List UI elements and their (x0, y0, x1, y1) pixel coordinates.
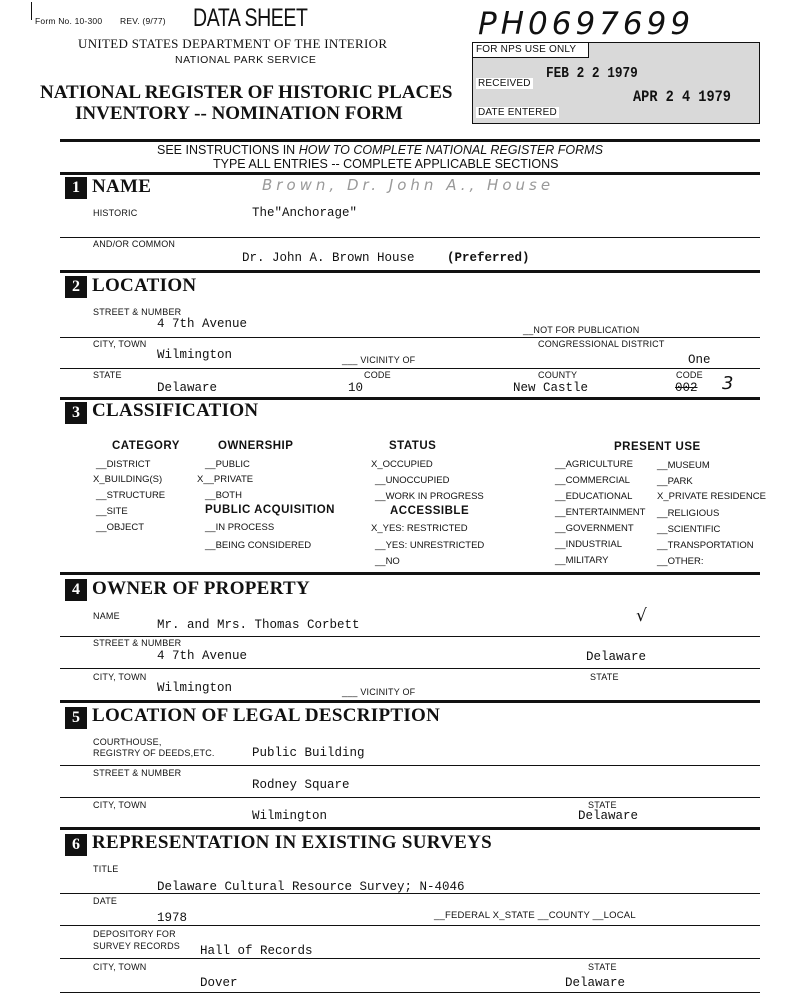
survey-level-options: __FEDERAL X_STATE __COUNTY __LOCAL (434, 910, 636, 921)
divider (60, 700, 760, 703)
section-title-location: LOCATION (92, 275, 197, 296)
form-revision: REV. (9/77) (120, 16, 166, 26)
divider (60, 636, 760, 637)
depository-city-value: Dover (200, 976, 238, 990)
divider (60, 925, 760, 926)
category-option: __DISTRICT (96, 459, 151, 470)
divider (60, 337, 760, 338)
present-use-option: __RELIGIOUS (657, 508, 720, 519)
section-number: 3 (65, 402, 87, 424)
section-number: 6 (65, 834, 87, 856)
divider (60, 827, 760, 830)
congressional-district-value: One (688, 353, 711, 367)
present-use-option: __EDUCATIONAL (555, 491, 633, 502)
street-number-label: STREET & NUMBER (93, 307, 182, 317)
legal-street-value: Rodney Square (252, 778, 350, 792)
section-title-surveys: REPRESENTATION IN EXISTING SURVEYS (92, 832, 493, 853)
survey-title-label: TITLE (93, 864, 119, 874)
owner-street-value: 4 7th Avenue (157, 649, 248, 663)
status-option: __UNOCCUPIED (375, 475, 450, 486)
handwritten-name-note: Brown, Dr. John A., House (262, 176, 555, 194)
present-use-option: __ENTERTAINMENT (555, 507, 646, 518)
owner-street-label: STREET & NUMBER (93, 638, 182, 648)
county-code-handwritten: 3 (722, 373, 734, 394)
present-use-option: __COMMERCIAL (555, 475, 630, 486)
nps-use-box (472, 42, 760, 124)
ownership-option: X__PRIVATE (197, 474, 254, 485)
status-option: X_OCCUPIED (371, 459, 433, 470)
depository-value: Hall of Records (200, 944, 313, 958)
county-code-label: CODE (676, 370, 703, 380)
present-use-option: __MUSEUM (657, 460, 710, 471)
section-title-legal-description: LOCATION OF LEGAL DESCRIPTION (92, 705, 441, 726)
acquisition-option: __IN PROCESS (205, 522, 275, 533)
owner-state-value: Delaware (586, 650, 647, 664)
divider (60, 139, 760, 142)
instructions-line-2: TYPE ALL ENTRIES -- COMPLETE APPLICABLE SECTIONS (213, 157, 559, 171)
survey-records-label: SURVEY RECORDS (93, 941, 180, 951)
county-code-struck: 002 (675, 381, 698, 395)
divider (60, 172, 760, 175)
owner-state-label: STATE (590, 672, 619, 682)
section-number: 1 (65, 177, 87, 199)
ownership-heading: OWNERSHIP (218, 440, 294, 452)
depository-city-label: CITY, TOWN (93, 962, 147, 972)
owner-city-value: Wilmington (157, 681, 233, 695)
public-acquisition-heading: PUBLIC ACQUISITION (205, 504, 335, 516)
section-number: 4 (65, 579, 87, 601)
present-use-option: __MILITARY (555, 555, 609, 566)
legal-city-value: Wilmington (252, 809, 328, 823)
date-entered-label: DATE ENTERED (478, 107, 557, 118)
state-value: Delaware (157, 381, 218, 395)
divider (60, 237, 760, 238)
received-label: RECEIVED (478, 78, 531, 89)
present-use-option: __TRANSPORTATION (657, 540, 754, 551)
present-use-option: __INDUSTRIAL (555, 539, 623, 550)
vicinity-of-label: ___ VICINITY OF (342, 355, 416, 365)
divider (60, 765, 760, 766)
data-sheet-stamp: DATA SHEET (193, 4, 308, 32)
service-name: NATIONAL PARK SERVICE (175, 54, 317, 66)
date-entered-stamp: APR 2 4 1979 (633, 88, 731, 106)
common-name-label: AND/OR COMMON (93, 239, 176, 249)
historic-label: HISTORIC (93, 208, 138, 218)
owner-name-value: Mr. and Mrs. Thomas Corbett (157, 618, 360, 632)
instructions-line-1 (157, 143, 603, 157)
courthouse-label: COURTHOUSE, (93, 737, 162, 747)
congressional-district-label: CONGRESSIONAL DISTRICT (538, 339, 665, 349)
divider (60, 572, 760, 575)
form-title-line-1: NATIONAL REGISTER OF HISTORIC PLACES (40, 82, 453, 103)
divider (60, 992, 760, 993)
section-number: 5 (65, 707, 87, 729)
category-option: __STRUCTURE (96, 490, 166, 501)
section-title-owner: OWNER OF PROPERTY (92, 578, 311, 599)
present-use-option: __OTHER: (657, 556, 704, 567)
present-use-heading: PRESENT USE (614, 441, 701, 453)
present-use-option: __GOVERNMENT (555, 523, 634, 534)
category-option: __SITE (96, 506, 128, 517)
depository-state-value: Delaware (565, 976, 626, 990)
section-title-classification: CLASSIFICATION (92, 400, 259, 421)
legal-state-label: STATE (588, 800, 617, 810)
divider (60, 270, 760, 273)
present-use-option: X_PRIVATE RESIDENCE (657, 491, 766, 502)
accessible-option: X_YES: RESTRICTED (371, 523, 468, 534)
nps-use-label: FOR NPS USE ONLY (476, 44, 577, 55)
status-option: __WORK IN PROGRESS (375, 491, 484, 502)
instructions-reference: HOW TO COMPLETE NATIONAL REGISTER FORMS (298, 143, 603, 157)
legal-state-value: Delaware (578, 809, 639, 823)
instructions-text: SEE INSTRUCTIONS IN (157, 143, 296, 157)
county-label: COUNTY (538, 370, 578, 380)
owner-vicinity-label: ___ VICINITY OF (342, 687, 416, 697)
form-title-line-2: INVENTORY -- NOMINATION FORM (75, 103, 403, 124)
accessible-heading: ACCESSIBLE (390, 505, 470, 517)
accessible-option: __NO (375, 556, 400, 567)
category-option: X_BUILDING(S) (93, 474, 163, 485)
agency-name: UNITED STATES DEPARTMENT OF THE INTERIOR (78, 36, 388, 51)
street-number-value: 4 7th Avenue (157, 317, 248, 331)
legal-city-label: CITY, TOWN (93, 800, 147, 810)
check-mark: √ (636, 606, 647, 626)
survey-title-value: Delaware Cultural Resource Survey; N-4046 (157, 880, 465, 894)
margin-mark (31, 2, 32, 20)
accessible-option: __YES: UNRESTRICTED (375, 540, 485, 551)
section-number: 2 (65, 276, 87, 298)
ownership-option: __BOTH (205, 490, 242, 501)
present-use-option: __SCIENTIFIC (657, 524, 721, 535)
city-town-label: CITY, TOWN (93, 339, 147, 349)
state-label: STATE (93, 370, 122, 380)
owner-name-label: NAME (93, 611, 120, 621)
courthouse-value: Public Building (252, 746, 365, 760)
form-number: Form No. 10-300 (35, 16, 103, 26)
divider (60, 797, 760, 798)
state-code-label: CODE (364, 370, 391, 380)
divider (60, 368, 760, 369)
divider (60, 958, 760, 959)
survey-date-value: 1978 (157, 911, 188, 925)
divider (60, 893, 760, 894)
county-value: New Castle (513, 381, 589, 395)
status-heading: STATUS (389, 440, 437, 452)
category-heading: CATEGORY (112, 440, 180, 452)
preferred-note: (Preferred) (447, 251, 530, 265)
section-title-name: NAME (92, 176, 152, 197)
registry-label: REGISTRY OF DEEDS,ETC. (93, 748, 215, 758)
handwritten-reference-number: PH0697699 (478, 6, 695, 42)
common-name-value: Dr. John A. Brown House (242, 251, 415, 265)
survey-date-label: DATE (93, 896, 118, 906)
acquisition-option: __BEING CONSIDERED (205, 540, 312, 551)
historic-name-value: The"Anchorage" (252, 206, 358, 220)
depository-label: DEPOSITORY FOR (93, 929, 176, 939)
state-code-value: 10 (348, 381, 364, 395)
received-date-stamp: FEB 2 2 1979 (546, 65, 638, 82)
category-option: __OBJECT (96, 522, 145, 533)
owner-city-label: CITY, TOWN (93, 672, 147, 682)
present-use-option: __PARK (657, 476, 693, 487)
depository-state-label: STATE (588, 962, 617, 972)
present-use-option: __AGRICULTURE (555, 459, 633, 470)
city-town-value: Wilmington (157, 348, 233, 362)
divider (60, 668, 760, 669)
ownership-option: __PUBLIC (205, 459, 250, 470)
legal-street-label: STREET & NUMBER (93, 768, 182, 778)
not-for-publication: __NOT FOR PUBLICATION (523, 325, 640, 335)
